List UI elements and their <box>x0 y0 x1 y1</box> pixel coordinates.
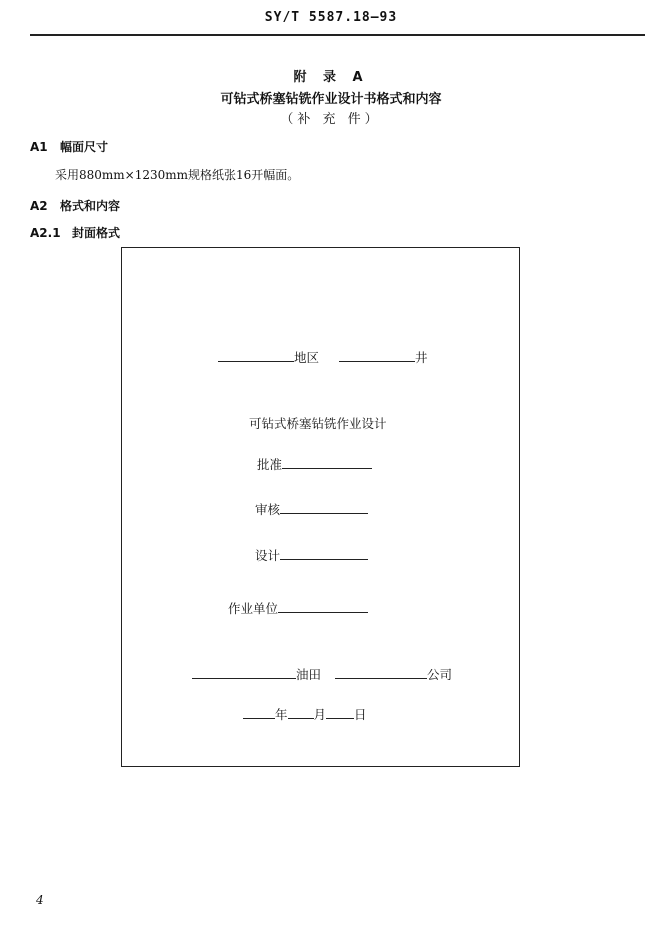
page-number: 4 <box>36 893 44 907</box>
oilfield-company-line <box>192 665 452 683</box>
designer-label: 设计 <box>255 548 281 563</box>
designer-line <box>255 546 368 564</box>
unit-line <box>228 599 368 617</box>
appendix-title: 可钻式桥塞钻铣作业设计书格式和内容 <box>220 92 442 107</box>
section-a2-number: A2 <box>30 199 48 213</box>
review-blank <box>280 501 368 514</box>
month-blank <box>288 706 314 719</box>
day-blank <box>326 706 354 719</box>
date-line <box>243 705 367 723</box>
day-label: 日 <box>354 707 367 722</box>
section-a1-text: 采用880mm×1230mm规格纸张16开幅面。 <box>55 168 300 182</box>
section-a1-number: A1 <box>30 140 48 154</box>
approve-label: 批准 <box>257 457 283 472</box>
year-label: 年 <box>275 707 288 722</box>
company-label: 公司 <box>427 667 453 682</box>
section-a1-title: 幅面尺寸 <box>60 140 109 154</box>
header-rule <box>30 34 645 36</box>
region-blank <box>218 349 294 362</box>
region-well-line <box>218 348 428 366</box>
approve-blank <box>282 456 372 469</box>
approve-line <box>257 455 372 473</box>
review-label: 审核 <box>255 502 281 517</box>
standard-code: SY/T 5587.18—93 <box>264 10 398 25</box>
section-a2-1-number: A2.1 <box>30 226 61 240</box>
section-a1-heading <box>30 138 108 155</box>
month-label: 月 <box>313 707 327 722</box>
section-a2-1-heading <box>30 224 120 241</box>
well-label: 井 <box>415 350 428 365</box>
region-label: 地区 <box>294 350 320 365</box>
review-line <box>255 500 368 518</box>
oilfield-label: 油田 <box>296 667 322 682</box>
company-blank <box>335 666 427 679</box>
section-a2-title: 格式和内容 <box>60 199 121 213</box>
oilfield-blank <box>192 666 296 679</box>
well-blank <box>339 349 415 362</box>
section-a2-1-title: 封面格式 <box>72 226 121 240</box>
year-blank <box>243 706 275 719</box>
unit-label: 作业单位 <box>228 601 279 616</box>
section-a2-heading <box>30 197 120 214</box>
appendix-label: 附 录 A <box>293 70 369 85</box>
cover-design-title: 可钻式桥塞钻铣作业设计 <box>249 416 387 431</box>
unit-blank <box>278 600 368 613</box>
designer-blank <box>280 547 368 560</box>
appendix-note: （补 充 件） <box>280 112 382 127</box>
